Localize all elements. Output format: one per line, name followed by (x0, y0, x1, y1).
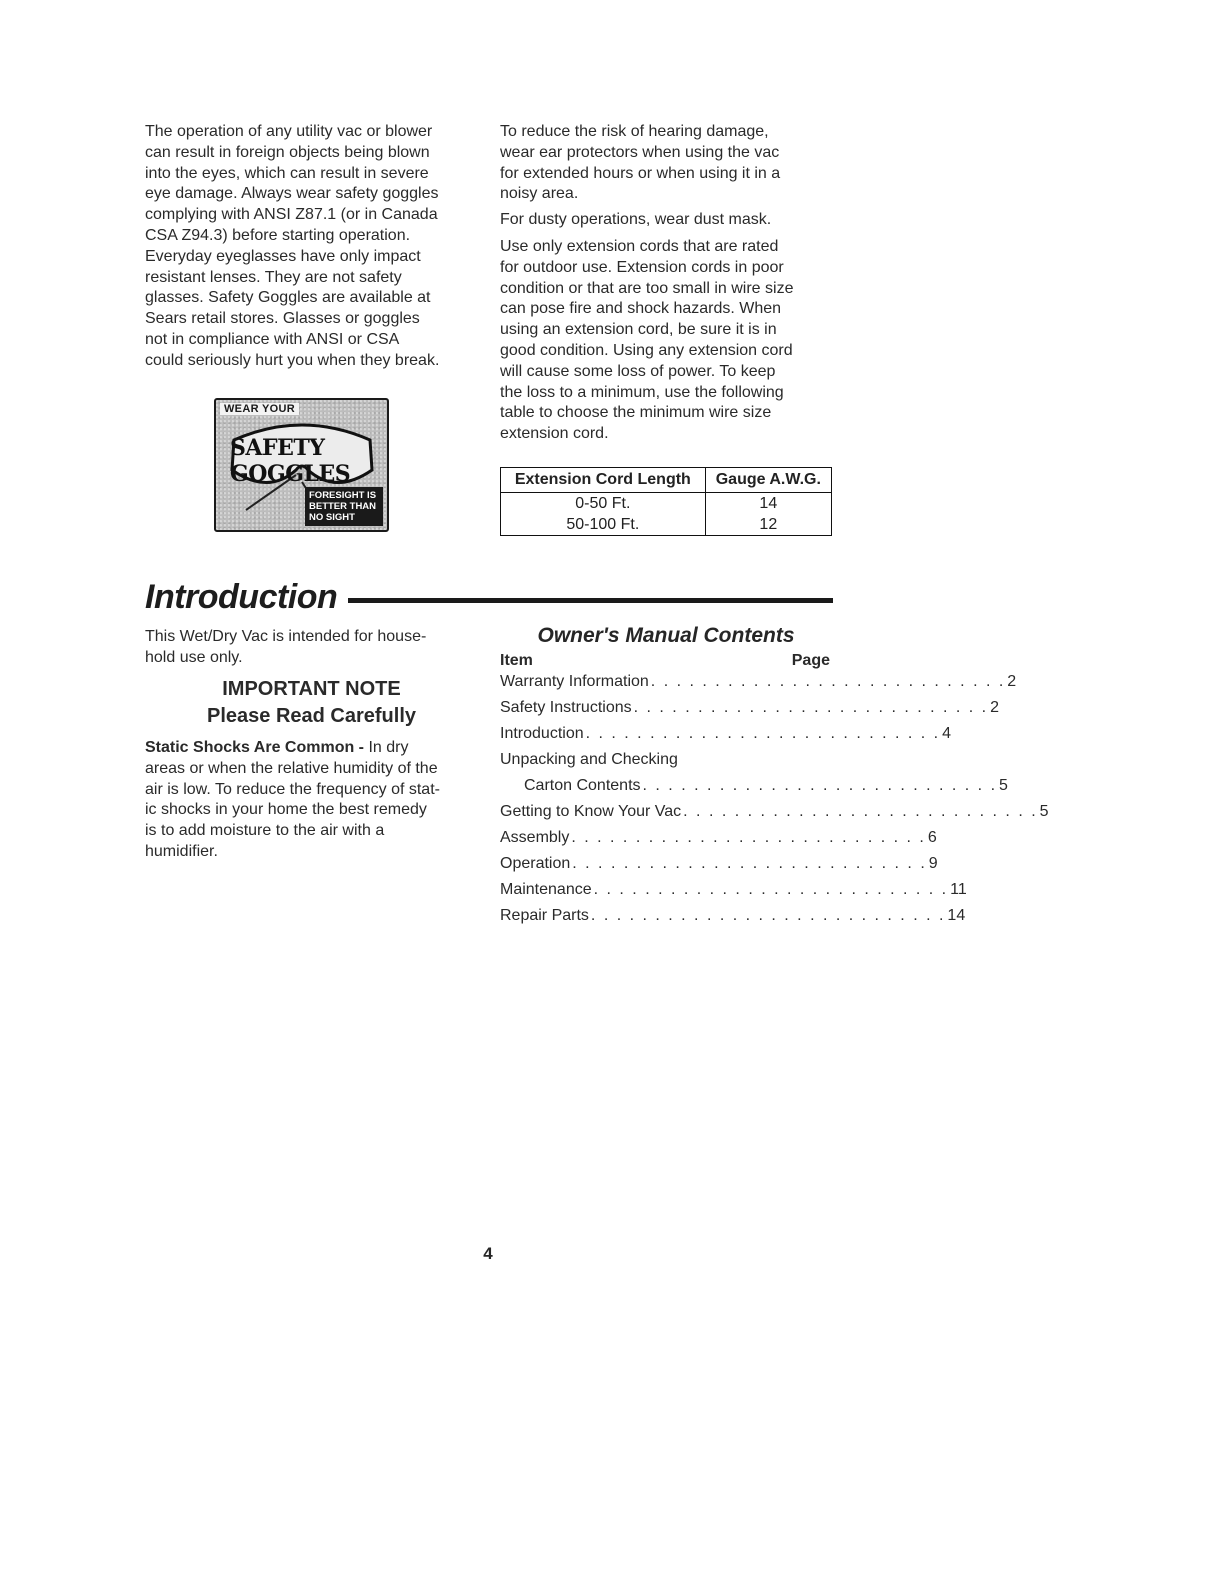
toc-label: Safety Instructions (500, 699, 632, 716)
toc-item-header: Item (500, 652, 533, 669)
safety-goggles-logo (214, 398, 389, 532)
logo-top-text: WEAR YOUR (220, 403, 299, 415)
toc-page: 6 (927, 829, 937, 846)
extension-cord-paragraph: Use only extension cords that are rated for outdoor use. Extension cords in poor condition or that are too small in wire size can pose fire and shock hazards. When using an extension cord, be sure it is in good condition. Using any extension cord will cause some loss of power. To keep the loss to a minimum, use the following table to choose the minimum wire size extension cord. (500, 238, 794, 443)
logo-tagline: FORESIGHT IS BETTER THAN NO SIGHT (305, 487, 383, 526)
toc-row: Repair Parts . . . . . . . . . . . . . . . . . . . . . . . . . . . . 14 (500, 903, 830, 929)
intro-paragraph: This Wet/Dry Vac is intended for house- hold use only. (145, 628, 427, 666)
important-note-heading: IMPORTANT NOTE (222, 678, 401, 700)
toc-row (500, 747, 830, 773)
toc-row: Safety Instructions . . . . . . . . . . . . . . . . . . . . . . . . . . . . 2 (500, 695, 830, 721)
table-row (501, 514, 832, 536)
toc-page-header: Page (791, 652, 830, 669)
introduction-heading: Introduction (145, 578, 338, 616)
toc-label: Operation (500, 855, 571, 872)
toc-page: 11 (950, 881, 967, 898)
dust-paragraph: For dusty operations, wear dust mask. (500, 211, 772, 228)
toc-label: Carton Contents (524, 777, 641, 794)
toc-title: Owner's Manual Contents (537, 624, 795, 647)
extension-cord-table (500, 467, 832, 536)
toc-row: Maintenance . . . . . . . . . . . . . . . . . . . . . . . . . . . . 11 (500, 877, 830, 903)
toc-page: 5 (999, 777, 1008, 794)
hearing-paragraph: To reduce the risk of hearing damage, wear ear protectors when using the vac for extended hours or when using it in a noisy area. (500, 123, 781, 203)
toc-label: Getting to Know Your Vac (500, 803, 682, 820)
toc-page: 4 (942, 725, 952, 742)
toc-label: Warranty Information (500, 673, 649, 690)
table-header-gauge: Gauge A.W.G. (705, 468, 831, 493)
toc-page: 9 (928, 855, 938, 872)
heading-rule (348, 598, 833, 603)
toc-row: Operation . . . . . . . . . . . . . . . . . . . . . . . . . . . . 9 (500, 851, 830, 877)
table-cell: 50-100 Ft. (501, 514, 706, 536)
table-row (501, 493, 832, 515)
table-cell: 0-50 Ft. (501, 493, 706, 515)
page-number: 4 (483, 1244, 493, 1263)
toc-label: Maintenance (500, 881, 592, 898)
toc-row: Getting to Know Your Vac . . . . . . . . . . . . . . . . . . . . . . . . . . . . 5 (500, 799, 830, 825)
goggles-warning-paragraph: The operation of any utility vac or blower can result in foreign objects being blown into the eyes, which can result in severe eye damage. Always wear safety goggles complying with ANSI Z87.1 (or in Canada CSA Z94.3) before starting operation. Everyday eyeglasses have only impact resistant lenses. They are not safety glasses. Safety Goggles are available at Sears retail stores. Glasses or goggles not in compliance with ANSI or CSA could seriously hurt you when they break. (145, 123, 440, 369)
logo-main-text: SAFETY GOGGLES (230, 435, 351, 487)
toc-label: Unpacking and Checking (500, 751, 678, 768)
static-shock-label: Static Shocks Are Common - (145, 739, 365, 756)
toc-page: 2 (990, 699, 1000, 716)
static-shock-paragraph (145, 738, 485, 863)
toc-page: 2 (1007, 673, 1017, 690)
toc-row: Carton Contents . . . . . . . . . . . . . . . . . . . . . . . . . . . . 5 (524, 773, 830, 799)
table-header-length: Extension Cord Length (501, 468, 706, 493)
toc-label: Repair Parts (500, 907, 589, 924)
table-cell: 14 (705, 493, 831, 515)
static-shock-text-first: In dry (364, 739, 409, 756)
static-shock-text-rest: areas or when the relative humidity of the air is low. To reduce the frequency of stat- ic shocks in your home the best remedy is to add moisture to the air with a humidifier. (145, 759, 440, 860)
toc-page: 5 (1039, 803, 1049, 820)
toc-label: Introduction (500, 725, 584, 742)
toc-row: Warranty Information . . . . . . . . . . . . . . . . . . . . . . . . . . . . 2 (500, 669, 830, 695)
table-cell: 12 (705, 514, 831, 536)
toc-row: Assembly . . . . . . . . . . . . . . . . . . . . . . . . . . . . 6 (500, 825, 830, 851)
toc-page: 14 (947, 907, 966, 924)
toc-label: Assembly (500, 829, 570, 846)
toc-row: Introduction . . . . . . . . . . . . . . . . . . . . . . . . . . . . 4 (500, 721, 830, 747)
table-header-row (501, 468, 832, 493)
read-carefully-subheading: Please Read Carefully (207, 705, 416, 727)
